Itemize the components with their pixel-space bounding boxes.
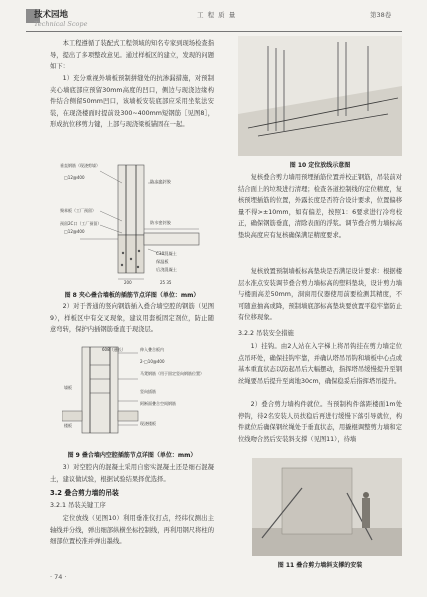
figure-10-caption: 图 10 定位放线示意图 bbox=[289, 162, 351, 169]
figure-9-drawing bbox=[62, 345, 212, 447]
fig8-label-sealant-top: 防水密封胶 bbox=[150, 179, 171, 184]
paragraph-intro: 本工程遵循了装配式工程领域的知名专家到现场检查指导，提出了多项整改意见。通过样板区的建立，发现的问题如下： bbox=[50, 40, 214, 71]
figure-8-caption: 图 8 夹心叠合墙板的插筋节点详图（单位：mm） bbox=[64, 292, 200, 299]
fig9-label-cast-slab: 现浇楼板 bbox=[140, 421, 156, 426]
fig8-label-insulation: 保温板 bbox=[156, 259, 169, 264]
fig8-label-c30: C30混凝土 bbox=[156, 251, 177, 256]
fig8-label-cast-concrete: 后浇混凝土 bbox=[156, 267, 177, 272]
fig8-label-notch: 预留2C口（工厂预留） bbox=[60, 221, 102, 226]
paragraph-item-1: 1）充分重视外墙板预制拼缝处的抗渗漏措施，对预制夹心墙底部应预留30mm高度的凹口，侧边与现浇边缘构件结合侧留50mm凹口，该墙板安装底部应采用坐浆法安装，在现浇楼面时提前设300~400mm短钢筋［见图8］，形成抗位移剪力键，上部与现浇梁板锚固在一起。 bbox=[50, 75, 214, 129]
fig8-label-sealant-bottom: 防水密封胶 bbox=[150, 220, 171, 225]
figure-10-svg bbox=[238, 36, 402, 156]
heading-3-2-2: 3.2.2 吊装安全措施 bbox=[238, 330, 294, 337]
heading-3-2-1: 3.2.1 吊装关键工序 bbox=[50, 502, 106, 509]
figure-9-svg bbox=[62, 345, 212, 447]
figure-8-drawing bbox=[60, 163, 210, 288]
fig9-label-wall: 墙板 bbox=[64, 385, 72, 390]
paragraph-placement: 2）叠合剪力墙构件就位。当预制构件落距楼面1m处停钩，待2名安装人员扶稳后再进行缓慢下落引导就位，构件就位后确保钢丝绳处于垂直状态，用撬棍调整剪力墙和定位线吻合然后安装斜支撑（见图11），待墙 bbox=[238, 401, 402, 443]
paragraph-hooking: 1）挂钩。由2人站在入字梯上将吊钩挂在剪力墙定位点吊环处，确保挂钩牢靠，并确认塔吊吊钩和墙板中心点或基本重直状态以防起吊后大幅摆动，指挥塔吊缓慢提升至钢丝绳要吊后提升至离地30cm，确保稳妥后指挥塔吊提升。 bbox=[238, 343, 402, 385]
paragraph-item-3: 3）对空腔内的混凝土采用自密实混凝土还是细石混凝土，建议做试验，根据试验结果择优选择。 bbox=[50, 464, 214, 483]
figure-11-svg bbox=[252, 458, 402, 556]
section-title: 技术园地 bbox=[34, 10, 69, 20]
fig9-label-slab: 楼板 bbox=[64, 423, 72, 428]
heading-3-2: 3.2 叠合剪力墙的吊装 bbox=[50, 489, 119, 497]
figure-11-caption: 图 11 叠合剪力墙斜支撑的安装 bbox=[277, 562, 363, 569]
paragraph-item-2: 2）对于普通的竖向钢筋插入叠合墙空腔的钢筋（见图9），样板区中有交叉现象，建议用套板固定剂位，防止随意弯转，保护内插钢筋垂直于现浇层。 bbox=[50, 303, 214, 334]
figure-10-photo bbox=[238, 36, 402, 156]
fig8-dim-200: 200 bbox=[124, 280, 132, 285]
section-subtitle: Technical Scope bbox=[34, 20, 88, 28]
fig8-label-spec-1: □12@400 bbox=[64, 175, 85, 180]
figure-9-caption: 图 9 叠合墙内空腔插筋节点详图（单位：mm） bbox=[67, 452, 197, 459]
paragraph-verify-rebar: 复核叠合剪力墙用预埋插筋位置并校正钢筋，吊装前对结合面上的垃圾进行清理；检查各道控制线的定位精度，复核预埋插筋的位置，外露长度是否符合设计要求，位置偏移量不得>±10mm，如有偏差，按照1：6要求进行冷弯校正，确保钢筋垂直，清除表面的浮浆。调节叠合剪力墙标高垫块高度应有复核确保满足精度要求。 bbox=[238, 174, 402, 239]
fig9-label-through: 608（通长） bbox=[102, 347, 126, 352]
fig9-label-spec: 2-□10@400 bbox=[140, 359, 165, 364]
fig8-dim-small: 25 35 bbox=[160, 280, 172, 285]
header-rule bbox=[26, 31, 402, 32]
volume-label: 第38卷 bbox=[370, 11, 392, 19]
page-header bbox=[0, 0, 427, 34]
fig9-label-into-slab: 伸入叠合板内 bbox=[140, 347, 164, 352]
fig9-label-stirrup: 马凳钢筋（用于固定竖向钢筋位置） bbox=[140, 371, 204, 376]
paragraph-leveling-blocks: 复核放置预制墙板标高垫块是否满足设计要求：根据楼层水准点安装调节叠合剪力墙标高的塑料垫块，设计剪力墙与楼面高差50mm，洞窗用仪器使用前要检测其精度，不可随意抽高或降，预制墙底部标高垫块要放置平稳牢靠防止有位移现象。 bbox=[238, 268, 402, 322]
fig9-label-vertical-bar: 竖向插筋 bbox=[140, 389, 156, 394]
fig9-label-cavity: 阿断面叠合空间钢筋 bbox=[140, 401, 176, 406]
fig8-label-vertical-bars: 垂直钢筋（现浇剪墙） bbox=[60, 163, 100, 168]
paragraph-positioning: 定位放线（见图10）利用垂准仪打点，经纬仪测出主轴线并分线，弹出细部纵横坐标控制线，再利用钢尺将柱的细部位置校准并弹出墨线。 bbox=[50, 515, 214, 546]
fig8-label-polystyrene: 聚苯板（工厂预留） bbox=[60, 208, 96, 213]
page-number: · 74 · bbox=[50, 573, 67, 581]
figure-11-photo bbox=[252, 458, 402, 556]
journal-name: 工 程 质 量 bbox=[197, 11, 237, 19]
fig8-label-spec-2: □12@400 bbox=[64, 229, 85, 234]
